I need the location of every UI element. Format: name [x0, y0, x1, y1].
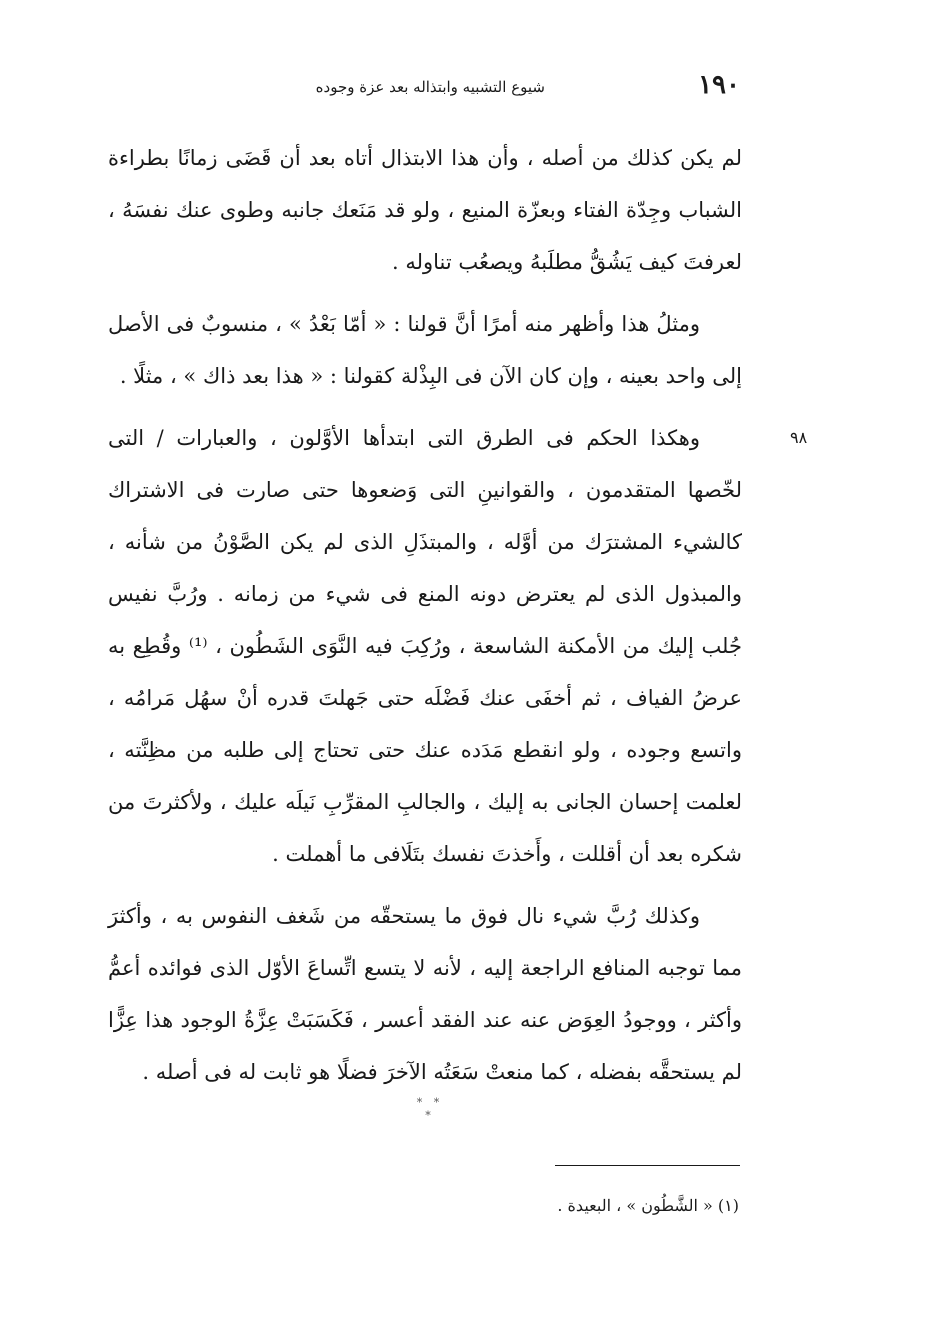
paragraph-4: وكذلك رُبَّ شيء نال فوق ما يستحقّه من شَغف النفوس به ، وأكثرَ مما توجبه المنافع الراجعة إليه ، لأنه لا يتسع اتِّساعَ الأوّل الذى فوائده أعمُّ وأكثر ، ووجودُ العِوَض عنه عند الفقد أعسر ، فَكَسَبَتْ عِزَّةُ الوجود هذا عِزًّا لم يستحقَّه بفضله ، كما منعتْ سَعَتُه الآخرَ فضلًا هو ثابت له فى أصله . — [108, 904, 742, 1084]
section-separator: * * * — [416, 1096, 444, 1122]
footnote-divider — [555, 1165, 740, 1166]
page-header — [300, 70, 740, 110]
paragraph-3: وهكذا الحكم فى الطرق التى ابتدأها الأوَّلون ، والعبارات / التى لخّصها المتقدمون ، والقوانينِ التى وَضعوها حتى صارت فى الاشتراك كالشيء المشترَك من أوَّله ، والمبتذَلِ الذى لم يكن الصَّوْنُ من شأنه ، والمبذول الذى لم يعترض دونه المنع فى شيء من زمانه . ورُبَّ نفيس جُلب إليك من الأمكنة الشاسعة ، ورُكِبَ فيه النَّوَى الشَطُون ، ⁽¹⁾ وقُطِع به عرضُ الفياف ، ثم أخفَى عنك فَضْلَه حتى جَهلتَ قدره أنْ سهُل مَرامُه ، واتسع وجوده ، ولو انقطع مَدَده عنك حتى تحتاج إلى طلبه من مظِنَّته ، لعلمت إحسان الجانى به إليك ، والجالبِ المقرِّبِ نَيلَه عليك ، ولأكثرتَ من شكره بعد أن أقللت ، وأَخذتَ نفسك بتَلَافى ما أهملت . — [108, 426, 742, 866]
page-number: ١٩٠ — [698, 70, 740, 100]
running-title: شيوع التشبيه وابتذاله بعد عزة وجوده — [315, 78, 545, 96]
margin-page-reference: ٩٨ — [790, 428, 808, 447]
paragraph-2: ومثلُ هذا وأظهر منه أمرًا أنَّ قولنا : « أمّا بَعْدُ » ، منسوبٌ فى الأصل إلى واحد بعينه ، وإن كان الآن فى البِذْلة كقولنا : « هذا بعد ذاك » ، مثلًا . — [108, 312, 742, 388]
paragraph-1: لم يكن كذلك من أصله ، وأن هذا الابتذال أتاه بعد أن قَضَى زمانًا بطراءة الشباب وجِدّة الفتاء وبعزّة المنيع ، ولو قد مَنَعك جانبه وطوى عنك نفسَهُ ، لعرفتَ كيف يَشُقُّ مطلَبهُ ويصعُب تناوله . — [108, 146, 742, 274]
main-text — [108, 132, 742, 1108]
footnote: (١) « الشَّطُون » ، البعيدة . — [557, 1196, 739, 1215]
